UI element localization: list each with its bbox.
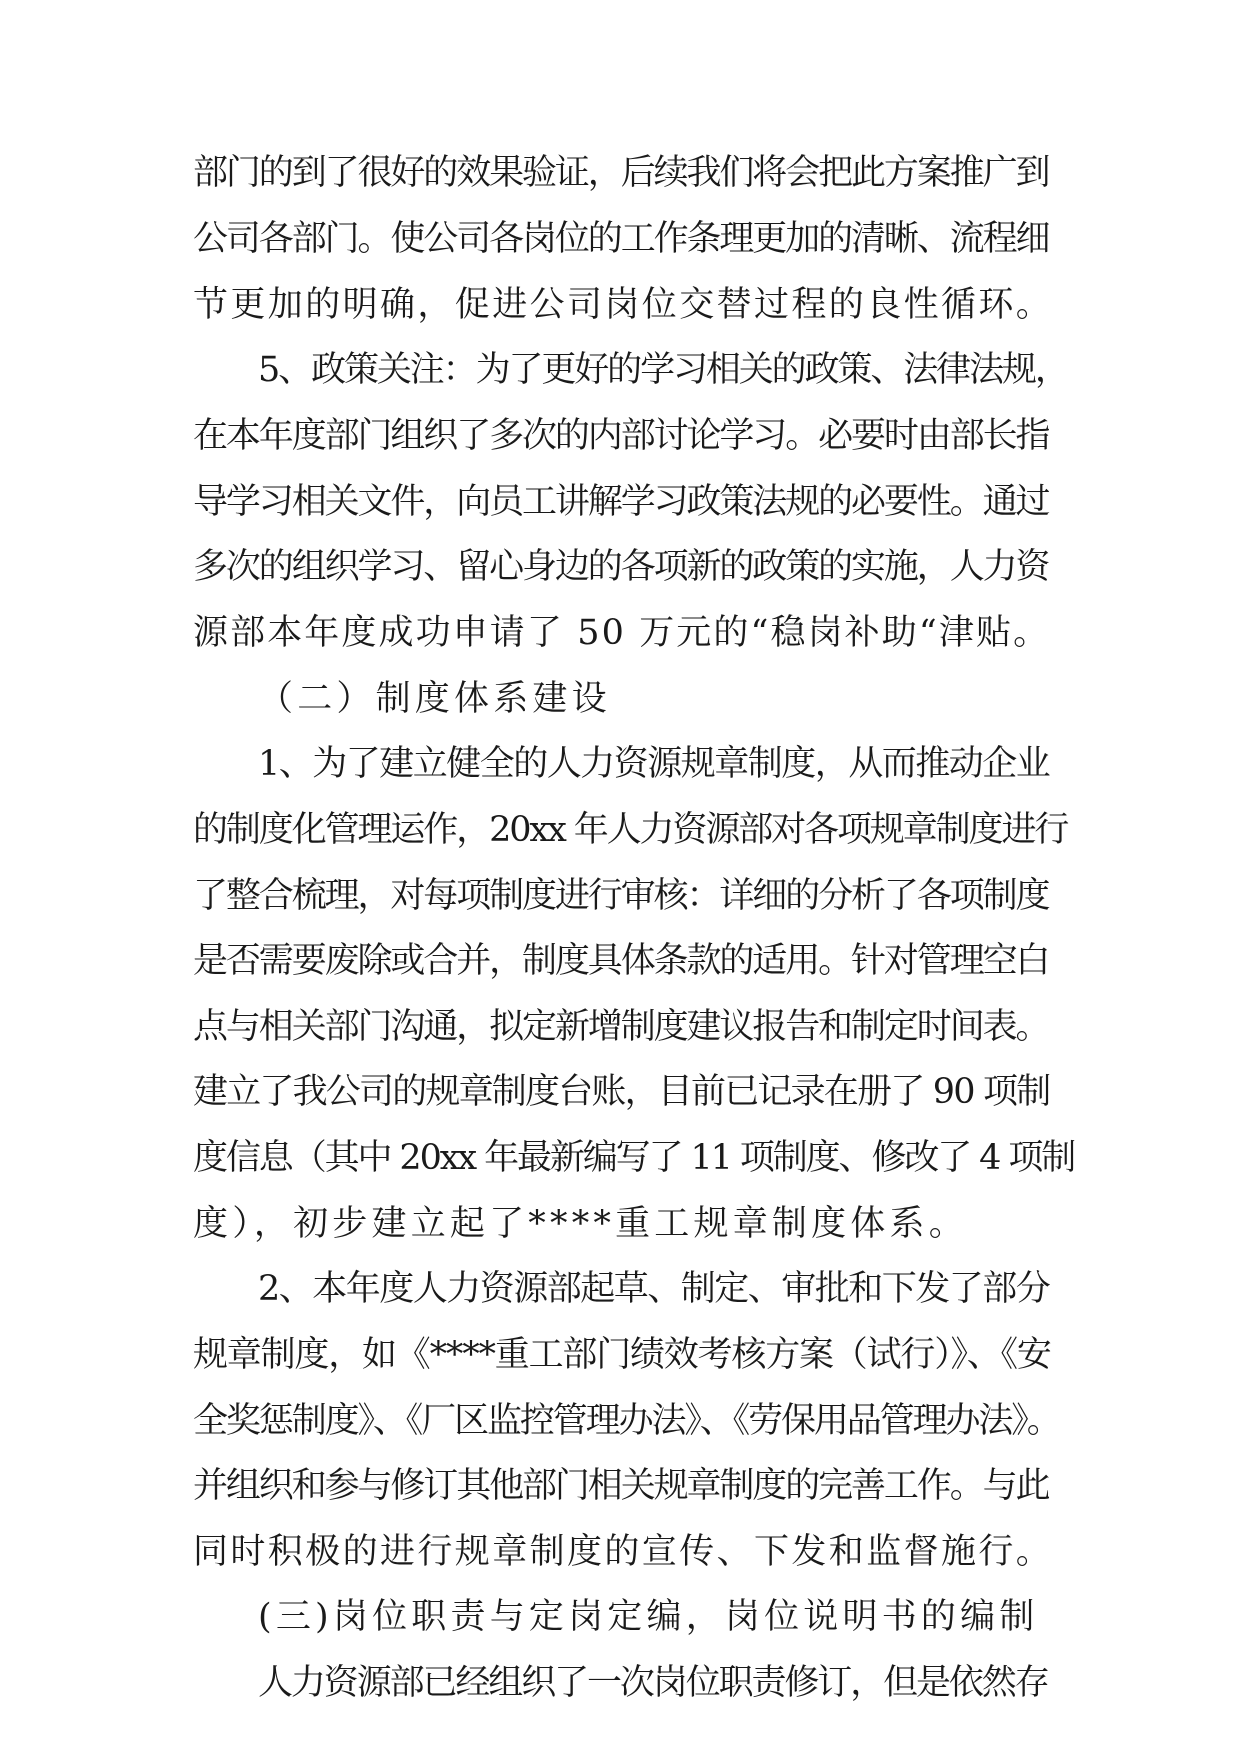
paragraph-line: 多次的组织学习、留心身边的各项新的政策的实施，人力资 <box>193 547 1049 587</box>
paragraph-line: 2、本年度人力资源部起草、制定、审批和下发了部分 <box>258 1269 1050 1309</box>
paragraph-line: 的制度化管理运作，20xx 年人力资源部对各项规章制度进行 <box>193 810 1068 850</box>
paragraph-line: 度），初步建立起了****重工规章制度体系。 <box>193 1204 968 1244</box>
paragraph-line: 规章制度，如《****重工部门绩效考核方案（试行）》、《安 <box>193 1335 1051 1375</box>
paragraph-line: 导学习相关文件，向员工讲解学习政策法规的必要性。通过 <box>193 482 1049 522</box>
paragraph-line: 了整合梳理，对每项制度进行审核：详细的分析了各项制度 <box>193 876 1049 916</box>
paragraph-line: 建立了我公司的规章制度台账，目前已记录在册了 90 项制 <box>193 1072 1050 1112</box>
paragraph-line: 人力资源部已经组织了一次岗位职责修订，但是依然存 <box>258 1663 1048 1703</box>
paragraph-line: 在本年度部门组织了多次的内部讨论学习。必要时由部长指 <box>193 416 1049 456</box>
paragraph-line: 节更加的明确，促进公司岗位交替过程的良性循环。 <box>193 285 1054 325</box>
section-heading: (三)岗位职责与定岗定编，岗位说明书的编制 <box>258 1597 1039 1637</box>
paragraph-line: 同时积极的进行规章制度的宣传、下发和监督施行。 <box>193 1532 1054 1572</box>
section-heading: （二）制度体系建设 <box>258 679 611 719</box>
paragraph-line: 5、政策关注：为了更好的学习相关的政策、法律法规， <box>258 350 1068 390</box>
paragraph-line: 部门的到了很好的效果验证，后续我们将会把此方案推广到 <box>193 153 1049 193</box>
paragraph-line: 点与相关部门沟通，拟定新增制度建议报告和制定时间表。 <box>193 1007 1049 1047</box>
paragraph-line: 全奖惩制度》、《厂区监控管理办法》、《劳保用品管理办法》。 <box>193 1401 1060 1441</box>
paragraph-line: 源部本年度成功申请了 50 万元的“稳岗补助“津贴。 <box>193 613 1051 653</box>
paragraph-line: 是否需要废除或合并，制度具体条款的适用。针对管理空白 <box>193 941 1049 981</box>
paragraph-line: 1、为了建立健全的人力资源规章制度，从而推动企业 <box>258 744 1050 784</box>
paragraph-line: 度信息（其中 20xx 年最新编写了 11 项制度、修改了 4 项制 <box>193 1138 1075 1178</box>
paragraph-line: 并组织和参与修订其他部门相关规章制度的完善工作。与此 <box>193 1466 1049 1506</box>
paragraph-line: 公司各部门。使公司各岗位的工作条理更加的清晰、流程细 <box>193 219 1049 259</box>
